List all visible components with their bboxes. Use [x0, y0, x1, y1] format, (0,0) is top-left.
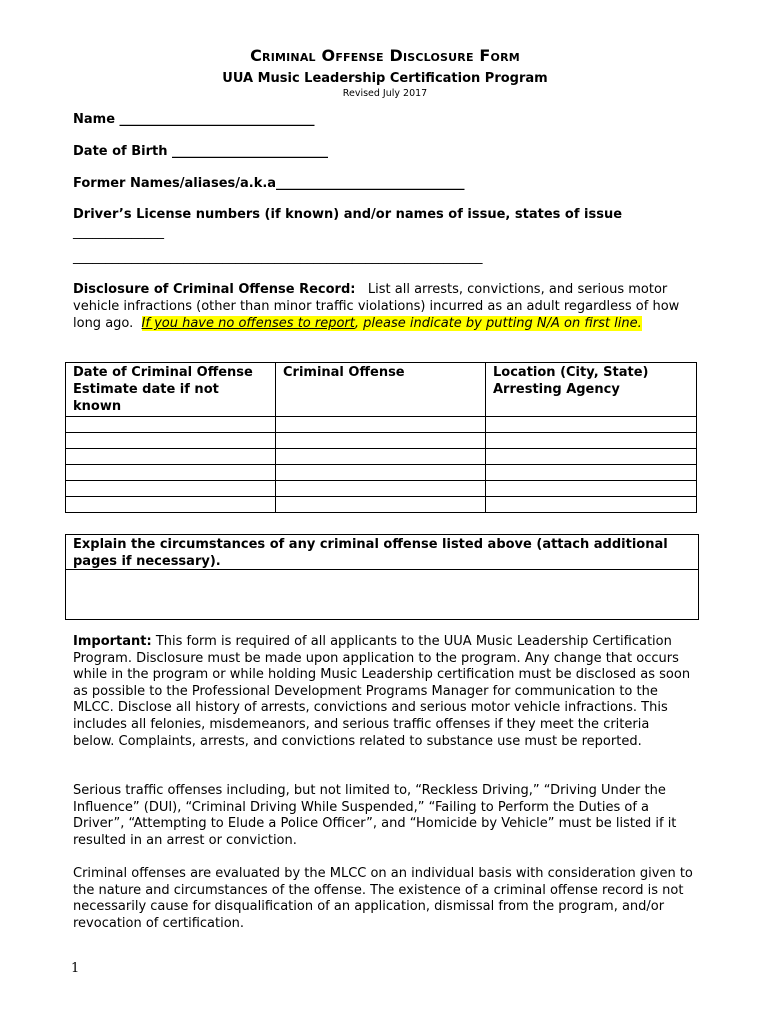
offense-cell[interactable] [276, 465, 486, 481]
offense-table-header [66, 363, 697, 417]
location-cell[interactable] [486, 481, 697, 497]
offense-cell[interactable] [276, 449, 486, 465]
table-row [66, 417, 697, 433]
important-notice [73, 634, 693, 750]
table-row [66, 449, 697, 465]
name-field[interactable]: Name ______________________________ [73, 112, 315, 127]
date-cell[interactable] [66, 449, 276, 465]
drivers-license-label: Driver’s License numbers (if known) and/or names of issue, states of issue [73, 207, 623, 222]
offense-cell[interactable] [276, 417, 486, 433]
revision-date: Revised July 2017 [342, 88, 428, 99]
table-row [66, 497, 697, 513]
drivers-license-line-1[interactable]: ______________ [73, 225, 164, 240]
table-row [66, 481, 697, 497]
column-header-date: Date of Criminal Offense Estimate date if not known [66, 363, 276, 417]
location-cell[interactable] [486, 449, 697, 465]
column-header-offense: Criminal Offense [276, 363, 486, 417]
date-cell[interactable] [66, 465, 276, 481]
date-cell[interactable] [66, 433, 276, 449]
location-cell[interactable] [486, 465, 697, 481]
disclosure-label: Disclosure of Criminal Offense Record: [73, 282, 356, 297]
location-cell[interactable] [486, 417, 697, 433]
offense-cell[interactable] [276, 433, 486, 449]
important-label: Important: [73, 634, 152, 649]
date-cell[interactable] [66, 497, 276, 513]
evaluation-paragraph: Criminal offenses are evaluated by the MLCC on an individual basis with consideration given to the nature and circumstances of the offense. The existence of a criminal offense record is not necessarily cause for disqualification of an application, dismissal from the program, and/or revocation of certification. [73, 866, 693, 931]
table-row [66, 433, 697, 449]
program-subtitle: UUA Music Leadership Certification Program [222, 71, 548, 86]
traffic-offenses-paragraph: Serious traffic offenses including, but not limited to, “Reckless Driving,” “Driving Under the Influence” (DUI), “Criminal Driving While Suspended,” “Failing to Perform the Duties of a Driver”, “Attempting to Elude a Police Officer”, and “Homicide by Vehicle” must be listed if it resulted in an arrest or conviction. [73, 783, 677, 848]
disclosure-text: List all arrests, convictions, and serious motor vehicle infractions (other than minor traffic violations) incurred as an adult regardless of how long ago. [73, 282, 680, 331]
drivers-license-line-2[interactable]: _______________________________________________________________ [73, 250, 483, 265]
disclosure-instructions [73, 281, 693, 332]
date-cell[interactable] [66, 481, 276, 497]
no-offense-instruction [142, 316, 642, 331]
form-title: Criminal Offense Disclosure Form [250, 46, 520, 65]
explanation-box [65, 534, 699, 620]
no-offense-underlined: If you have no offenses to report [141, 316, 355, 331]
no-offense-rest: , please indicate by putting N/A on first line. [354, 316, 642, 331]
offense-cell[interactable] [276, 497, 486, 513]
table-row [66, 465, 697, 481]
offense-table [65, 362, 697, 513]
explanation-label: Explain the circumstances of any criminal offense listed above (attach additional pages if necessary). [66, 535, 698, 570]
important-text: This form is required of all applicants to the UUA Music Leadership Certification Program. Disclosure must be made upon application to the program. Any change that occurs while in the program or while holding Music Leadership certification must be disclosed as soon as possible to the Professional Development Programs Manager for communication to the MLCC. Disclose all history of arrests, convictions and serious motor vehicle infractions. This includes all felonies, misdemeanors, and serious traffic offenses if they meet the criteria below. Complaints, arrests, and convictions related to substance use must be reported. [73, 634, 691, 749]
location-cell[interactable] [486, 497, 697, 513]
page-number: 1 [71, 961, 80, 976]
offense-cell[interactable] [276, 481, 486, 497]
former-names-field[interactable]: Former Names/aliases/a.k.a_____________________________ [73, 176, 465, 191]
location-cell[interactable] [486, 433, 697, 449]
explanation-input[interactable] [66, 570, 698, 619]
column-header-location: Location (City, State) Arresting Agency [486, 363, 697, 417]
date-of-birth-field[interactable]: Date of Birth ________________________ [73, 144, 329, 159]
date-cell[interactable] [66, 417, 276, 433]
